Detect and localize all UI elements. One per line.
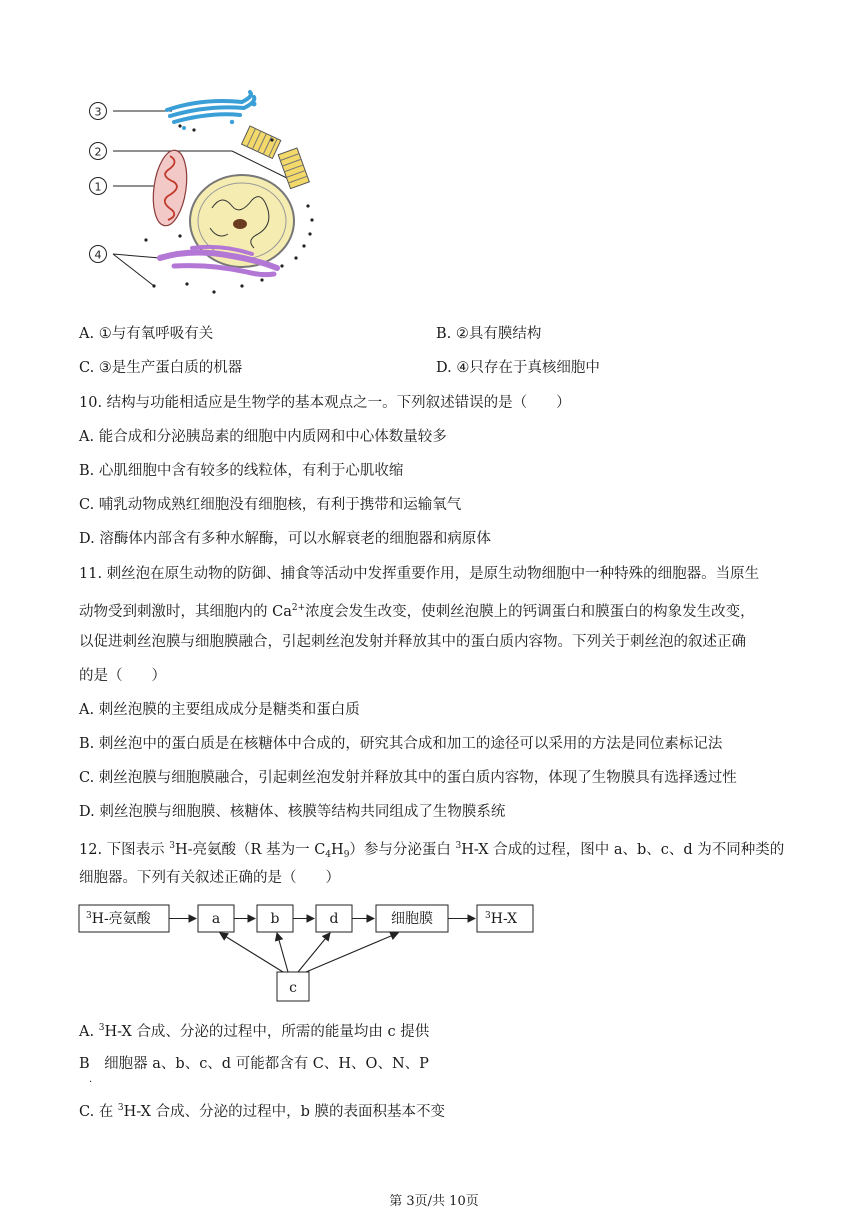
secretion-flow-diagram xyxy=(78,900,538,1008)
page-footer: 第 3页/共 10页 xyxy=(389,1194,479,1209)
flow-start: H-亮氨酸 xyxy=(91,911,151,927)
q10-stem: 10. 结构与功能相适应是生物学的基本观点之一。下列叙述错误的是（ ） xyxy=(79,395,571,411)
q11-option-c: C. 刺丝泡膜与细胞膜融合，引起刺丝泡发射并释放其中的蛋白质内容物，体现了生物膜具有选择透过性 xyxy=(79,770,737,786)
q11-option-d: D. 刺丝泡膜与细胞膜、核糖体、核膜等结构共同组成了生物膜系统 xyxy=(79,804,506,820)
label-1 xyxy=(90,178,107,195)
flow-membrane: 细胞膜 xyxy=(391,911,433,927)
svg-text:3H-X: $^3$H-X xyxy=(485,911,518,927)
q9-option-d: D. ④只存在于真核细胞中 xyxy=(436,360,600,376)
q9-option-b: B. ②具有膜结构 xyxy=(436,326,542,342)
q10-option-a: A. 能合成和分泌胰岛素的细胞中内质网和中心体数量较多 xyxy=(79,429,447,445)
q11-stem-line4: 的是（ ） xyxy=(79,668,166,684)
label-4 xyxy=(90,246,107,263)
mitochondrion xyxy=(149,148,191,228)
q12-option-a: A. $^3$H-X 合成、分泌的过程中，所需的能量均由 c 提供 xyxy=(79,1023,430,1040)
q12-option-b: B 细胞器 a、b、c、d 可能都含有 C、H、O、N、P xyxy=(79,1056,429,1072)
q12-stem-line2: 细胞器。下列有关叙述正确的是（ ） xyxy=(79,870,340,886)
q9-option-c: C. ③是生产蛋白质的机器 xyxy=(79,360,243,376)
flow-a: a xyxy=(211,911,221,927)
cell-diagram xyxy=(82,88,342,303)
flow-c: c xyxy=(289,980,297,996)
q11-option-b: B. 刺丝泡中的蛋白质是在核糖体中合成的，研究其合成和加工的途径可以采用的方法是同位素标记法 xyxy=(79,736,723,752)
golgi-apparatus xyxy=(167,92,257,130)
q11-stem-line3: 以促进刺丝泡膜与细胞膜融合，引起刺丝泡发射并释放其中的蛋白质内容物。下列关于刺丝泡的叙述正确 xyxy=(79,634,746,650)
svg-text:4: 4 xyxy=(94,248,102,262)
q12-option-c: C. 在 $^3$H-X 合成、分泌的过程中，b 膜的表面积基本不变 xyxy=(79,1103,445,1120)
q10-option-d: D. 溶酶体内部含有多种水解酶，可以水解衰老的细胞器和病原体 xyxy=(79,531,491,547)
svg-text:1: 1 xyxy=(94,180,102,194)
flow-d: d xyxy=(329,911,339,927)
q10-option-b: B. 心肌细胞中含有较多的线粒体，有利于心肌收缩 xyxy=(79,463,404,479)
label-3 xyxy=(90,103,107,120)
q11-stem-line2: 动物受到刺激时，其细胞内的 $Ca^{2+}$浓度会发生改变，使刺丝泡膜上的钙调蛋白和膜蛋白的构象发生改变， xyxy=(79,603,755,620)
q9-option-a: A. ①与有氧呼吸有关 xyxy=(79,326,214,342)
label-2 xyxy=(90,143,107,160)
flow-b: b xyxy=(270,911,280,927)
svg-text:3H-亮氨酸: $^3$H-亮氨酸 xyxy=(86,911,151,927)
q11-stem-line1: 11. 刺丝泡在原生动物的防御、捕食等活动中发挥重要作用，是原生动物细胞中一种特殊的细胞器。当原生 xyxy=(79,566,760,582)
q11-option-a: A. 刺丝泡膜的主要组成成分是糖类和蛋白质 xyxy=(79,702,360,718)
svg-text:2: 2 xyxy=(94,145,102,159)
q10-option-c: C. 哺乳动物成熟红细胞没有细胞核，有利于携带和运输氧气 xyxy=(79,497,462,513)
flow-end: H-X xyxy=(490,911,518,927)
svg-text:3: 3 xyxy=(94,105,102,119)
q12-stem-line1: 12. 下图表示 $^3$H-亮氨酸（R 基为一 $C_4H_9$）参与分泌蛋白 $^3$H-X 合成的过程，图中 a、b、c、d 为不同种类的 xyxy=(79,841,785,860)
q12-option-b-dot: . xyxy=(89,1074,93,1085)
